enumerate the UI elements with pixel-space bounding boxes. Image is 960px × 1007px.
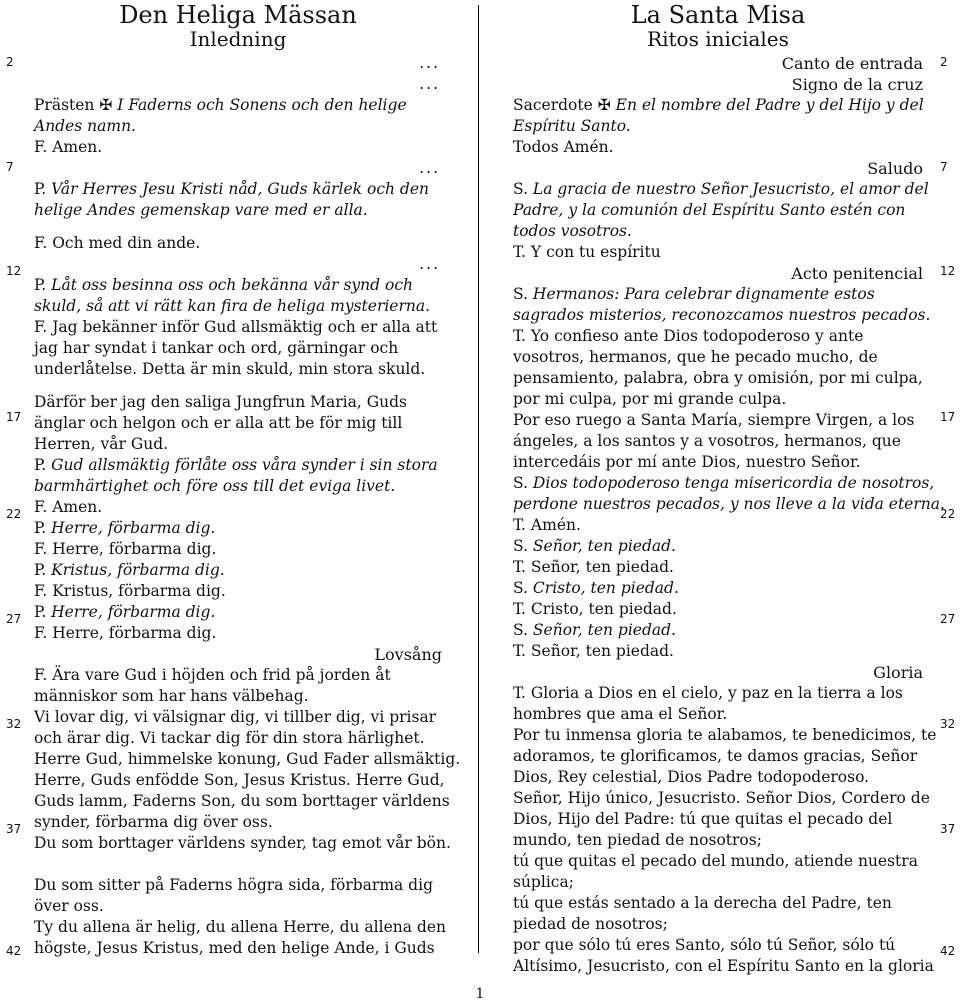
text-line xyxy=(34,116,442,137)
line-text: por mi culpa, por mi grande culpa. xyxy=(513,390,787,408)
text-line xyxy=(34,200,442,221)
speaker-label: F. xyxy=(34,582,53,600)
line-text: Herre, Guds enfödde Son, Jesus Kristus. Herre Gud, xyxy=(34,771,445,789)
text-line xyxy=(34,602,442,623)
speaker-label: P. xyxy=(34,561,52,579)
line-text: Du som sitter på Faderns högra sida, förbarma dig xyxy=(34,876,433,894)
line-text: Vi lovar dig, vi välsignar dig, vi tillber dig, vi prisar xyxy=(34,708,437,726)
line-text: En el nombre del Padre y del Hijo y del xyxy=(615,96,924,114)
text-line xyxy=(34,896,442,917)
line-text: pensamiento, palabra, obra y omisión, por mi culpa, xyxy=(513,369,923,387)
text-line xyxy=(34,434,442,455)
line-text: och ärar dig. Vi tackar dig för din stora härlighet. xyxy=(34,729,425,747)
column-divider xyxy=(478,5,479,953)
text-line xyxy=(513,599,923,620)
speaker-label: P. xyxy=(34,603,52,621)
line-number: 42 xyxy=(940,944,956,958)
line-number: 32 xyxy=(6,717,22,731)
section-heading: Canto de entrada xyxy=(781,54,923,73)
text-line xyxy=(513,221,923,242)
speaker-label: S. xyxy=(513,537,533,555)
line-text: I Faderns och Sonens och den helige xyxy=(117,96,407,114)
text-line xyxy=(513,683,923,704)
text-line xyxy=(34,686,442,707)
line-text: synder, förbarma dig över oss. xyxy=(34,813,273,831)
line-text: Hermanos: Para celebrar dignamente estos xyxy=(532,285,875,303)
text-line xyxy=(513,452,923,473)
ellipsis-marker: ... xyxy=(419,159,440,177)
text-line xyxy=(513,956,934,977)
line-text: mundo, ten piedad de nosotros; xyxy=(513,831,762,849)
section-heading: Acto penitencial xyxy=(791,264,923,283)
speaker-label: T. xyxy=(513,516,531,534)
speaker-label: Todos xyxy=(513,138,564,156)
text-line xyxy=(34,581,442,602)
text-line xyxy=(513,431,923,452)
ellipsis-marker: ... xyxy=(419,255,440,273)
left-subtitle: Inledning xyxy=(189,27,287,51)
line-text: Herre, förbarma dig. xyxy=(52,624,217,642)
text-line xyxy=(34,359,442,380)
line-text: tú que estás sentado a la derecha del Padre, ten xyxy=(513,894,892,912)
line-text: vosotros, hermanos, que he pecado mucho, de xyxy=(513,348,878,366)
text-line xyxy=(34,560,442,581)
text-line xyxy=(34,833,451,854)
line-text: Padre, y la comunión del Espíritu Santo estén con xyxy=(513,201,906,219)
line-text: tú que quitas el pecado del mundo, atiende nuestra xyxy=(513,852,918,870)
text-line xyxy=(513,179,929,200)
text-line xyxy=(513,830,923,851)
line-text: Por eso ruego a Santa María, siempre Virgen, a los xyxy=(513,411,915,429)
speaker-label: F. xyxy=(34,624,53,642)
text-line xyxy=(513,116,923,137)
line-text: Jag bekänner inför Gud allsmäktig och er alla att xyxy=(52,318,438,336)
line-text: skuld, så att vi rätt kan fira de heliga mysterierna. xyxy=(34,297,431,315)
text-line xyxy=(34,95,442,116)
line-text: Kristus, förbarma dig. xyxy=(51,561,225,579)
text-line xyxy=(34,623,442,644)
line-text: Kristus, förbarma dig. xyxy=(52,582,226,600)
text-line xyxy=(513,809,923,830)
line-number: 17 xyxy=(940,410,956,424)
line-text: súplica; xyxy=(513,873,574,891)
spacer xyxy=(34,866,442,875)
line-text: över oss. xyxy=(34,897,104,915)
speaker-label: P. xyxy=(34,180,52,198)
line-text: högste, Jesus Kristus, med den helige Ande, i Guds xyxy=(34,939,435,957)
speaker-label: F. xyxy=(34,318,53,336)
text-line xyxy=(513,473,935,494)
line-text: sagrados misterios, reconozcamos nuestros pecados. xyxy=(513,306,931,324)
text-line xyxy=(34,275,442,296)
line-text: Och med din ande. xyxy=(52,234,201,252)
line-text: Señor, ten piedad. xyxy=(532,621,676,639)
line-text: Andes namn. xyxy=(34,117,136,135)
text-line xyxy=(34,455,442,476)
text-line xyxy=(34,233,442,254)
speaker-label: P. xyxy=(34,276,52,294)
text-line xyxy=(34,938,442,959)
text-line xyxy=(34,665,442,686)
spacer xyxy=(34,380,442,392)
line-text: jag har syndat i tankar och ord, gärningar och xyxy=(34,339,399,357)
right-subtitle: Ritos iniciales xyxy=(647,27,789,51)
text-line xyxy=(513,200,923,221)
section-heading: Saludo xyxy=(867,159,923,178)
spanish-column xyxy=(513,1,945,977)
line-text: Gud allsmäktig förlåte oss våra synder i sin stora xyxy=(51,456,438,474)
line-text: Señor, ten piedad. xyxy=(530,558,674,576)
line-text: Därför ber jag den saliga Jungfrun Maria, Guds xyxy=(34,393,407,411)
text-line xyxy=(34,296,442,317)
text-line xyxy=(34,770,445,791)
speaker-label: T. xyxy=(513,243,531,261)
line-text: La gracia de nuestro Señor Jesucristo, el amor del xyxy=(532,180,929,198)
text-line xyxy=(513,872,923,893)
line-text: ángeles, a los santos y a vosotros, hermanos, que xyxy=(513,432,901,450)
text-line xyxy=(513,410,923,431)
line-text: Gloria a Dios en el cielo, y paz en la tierra a los xyxy=(530,684,903,702)
text-line xyxy=(513,347,923,368)
spacer xyxy=(34,854,442,866)
section-heading: Lovsång xyxy=(374,645,442,664)
text-line xyxy=(513,242,923,263)
line-number: 12 xyxy=(940,264,956,278)
line-number: 22 xyxy=(6,507,22,521)
spacer xyxy=(34,221,442,233)
line-text: Dios, Rey celestial, Dios Padre todopoderoso. xyxy=(513,768,870,786)
line-text: Señor, Hijo único, Jesucristo. Señor Dios, Cordero de xyxy=(513,789,930,807)
line-text: Herre, förbarma dig. xyxy=(51,519,216,537)
text-line xyxy=(513,95,923,116)
line-number: 27 xyxy=(940,612,956,626)
line-text: Y con tu espíritu xyxy=(530,243,661,261)
line-number: 2 xyxy=(6,55,14,69)
speaker-label: T. xyxy=(513,558,531,576)
line-text: hombres que ama el Señor. xyxy=(513,705,728,723)
speaker-label: F. xyxy=(34,498,53,516)
line-text: adoramos, te glorificamos, te damos gracias, Señor xyxy=(513,747,918,765)
line-text: Señor, ten piedad. xyxy=(532,537,676,555)
line-number: 12 xyxy=(6,264,22,278)
left-title: Den Heliga Mässan xyxy=(119,1,357,29)
line-text: Amen. xyxy=(52,498,103,516)
speaker-label: F. xyxy=(34,234,53,252)
speaker-label: S. xyxy=(513,621,533,639)
speaker-label: S. xyxy=(513,180,533,198)
text-line xyxy=(513,725,937,746)
text-line xyxy=(513,767,923,788)
left-text-body xyxy=(34,53,461,959)
line-text: Por tu inmensa gloria te alabamos, te benedicimos, te xyxy=(513,726,937,744)
text-line xyxy=(513,389,923,410)
text-line xyxy=(513,788,930,809)
speaker-label: F. xyxy=(34,666,53,684)
right-title: La Santa Misa xyxy=(630,1,806,29)
line-text: Ty du allena är helig, du allena Herre, du allena den xyxy=(34,918,446,936)
text-line xyxy=(34,539,442,560)
text-line xyxy=(513,368,923,389)
line-number: 7 xyxy=(6,160,14,174)
line-text: Herre, förbarma dig. xyxy=(52,540,217,558)
line-number: 32 xyxy=(940,717,956,731)
text-line xyxy=(513,305,931,326)
line-text: Cristo, ten piedad. xyxy=(532,579,679,597)
line-number: 37 xyxy=(940,822,956,836)
text-line xyxy=(513,326,923,347)
line-text: Guds lamm, Faderns Son, du som borttager världens xyxy=(34,792,450,810)
right-text-body xyxy=(513,53,945,977)
speaker-label: S. xyxy=(513,474,533,492)
line-text: por que sólo tú eres Santo, sólo tú Señor, sólo tú xyxy=(513,936,896,954)
line-text: Cristo, ten piedad. xyxy=(530,600,677,618)
line-text: intercedáis por mí ante Dios, nuestro Señor. xyxy=(513,453,861,471)
ellipsis-marker: ... xyxy=(419,75,440,93)
text-line xyxy=(34,917,446,938)
text-line xyxy=(513,536,923,557)
line-number: 17 xyxy=(6,410,22,424)
text-line xyxy=(34,497,442,518)
line-text: piedad de nosotros; xyxy=(513,915,668,933)
text-line xyxy=(513,641,923,662)
text-line xyxy=(34,179,442,200)
section-heading: Signo de la cruz xyxy=(791,75,923,94)
text-line xyxy=(34,518,442,539)
ellipsis-marker: ... xyxy=(419,54,440,72)
line-text: perdone nuestros pecados, y nos lleve a la vida eterna. xyxy=(513,495,945,513)
line-text: Señor, ten piedad. xyxy=(530,642,674,660)
line-text: Du som borttager världens synder, tag emot vår bön. xyxy=(34,834,451,852)
text-line xyxy=(34,791,450,812)
line-text: Dios todopoderoso tenga misericordia de nosotros, xyxy=(532,474,935,492)
text-line xyxy=(513,284,923,305)
line-text: Vår Herres Jesu Kristi nåd, Guds kärlek och den xyxy=(51,180,429,198)
line-text: barmhärtighet och före oss till det eviga livet. xyxy=(34,477,396,495)
text-line xyxy=(34,317,442,338)
text-line xyxy=(513,620,923,641)
text-line xyxy=(34,476,442,497)
text-line xyxy=(513,914,923,935)
text-line xyxy=(513,704,923,725)
line-text: Amen. xyxy=(52,138,103,156)
line-text: Dios, Hijo del Padre: tú que quitas el pecado del xyxy=(513,810,893,828)
text-line xyxy=(34,875,442,896)
line-number: 2 xyxy=(940,55,948,69)
speaker-label: F. xyxy=(34,138,53,156)
text-line xyxy=(513,494,945,515)
speaker-label: S. xyxy=(513,579,533,597)
section-heading: Gloria xyxy=(873,663,923,682)
text-line xyxy=(513,746,923,767)
line-text: Herre Gud, himmelske konung, Gud Fader allsmäktig. xyxy=(34,750,461,768)
swedish-column xyxy=(34,1,461,959)
speaker-label: P. xyxy=(34,519,52,537)
line-number: 22 xyxy=(940,507,956,521)
text-line xyxy=(513,578,923,599)
line-number: 37 xyxy=(6,822,22,836)
speaker-label: Sacerdote ✠ xyxy=(513,96,616,114)
line-text: helige Andes gemenskap vare med er alla. xyxy=(34,201,368,219)
text-line xyxy=(513,515,923,536)
text-line xyxy=(34,413,442,434)
text-line xyxy=(513,935,923,956)
line-text: underlåtelse. Detta är min skuld, min stora skuld. xyxy=(34,360,426,378)
page-number: 1 xyxy=(475,986,485,1002)
speaker-label: T. xyxy=(513,327,531,345)
line-text: Amén. xyxy=(530,516,581,534)
speaker-label: T. xyxy=(513,684,531,702)
text-line xyxy=(34,749,461,770)
text-line xyxy=(34,728,442,749)
speaker-label: Prästen ✠ xyxy=(34,96,118,114)
line-number: 27 xyxy=(6,612,22,626)
line-text: Yo confieso ante Dios todopoderoso y ante xyxy=(530,327,864,345)
text-line xyxy=(513,137,923,158)
line-text: Ära vare Gud i höjden och frid på jorden åt xyxy=(52,666,391,684)
line-text: Amén. xyxy=(563,138,614,156)
line-text: todos vosotros. xyxy=(513,222,632,240)
speaker-label: P. xyxy=(34,456,52,474)
text-line xyxy=(34,812,442,833)
text-line xyxy=(513,851,923,872)
line-text: Espíritu Santo. xyxy=(513,117,631,135)
line-number: 7 xyxy=(940,160,948,174)
speaker-label: T. xyxy=(513,642,531,660)
line-number: 42 xyxy=(6,944,22,958)
text-line xyxy=(513,557,923,578)
line-text: Låt oss besinna oss och bekänna vår synd och xyxy=(51,276,413,294)
line-text: människor som har hans välbehag. xyxy=(34,687,309,705)
text-line xyxy=(34,392,442,413)
text-line xyxy=(513,893,923,914)
speaker-label: T. xyxy=(513,600,531,618)
line-text: Altísimo, Jesucristo, con el Espíritu Santo en la gloria xyxy=(513,957,934,975)
line-text: änglar och helgon och er alla att be för mig till xyxy=(34,414,403,432)
speaker-label: S. xyxy=(513,285,533,303)
text-line xyxy=(34,707,442,728)
speaker-label: F. xyxy=(34,540,53,558)
text-line xyxy=(34,338,442,359)
line-text: Herren, vår Gud. xyxy=(34,435,169,453)
text-line xyxy=(34,137,442,158)
line-text: Herre, förbarma dig. xyxy=(51,603,216,621)
